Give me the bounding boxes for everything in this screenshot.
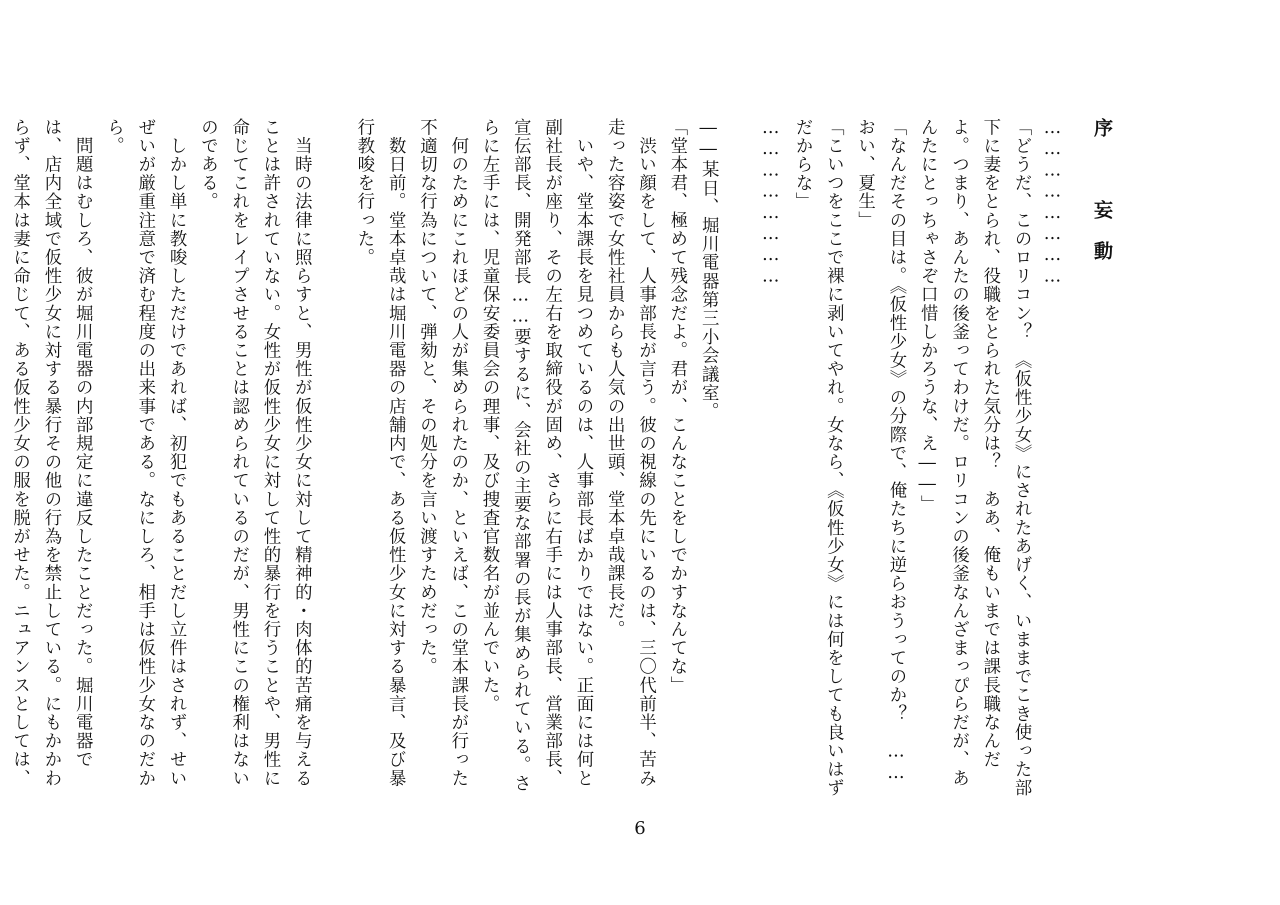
title-space	[1099, 118, 1130, 798]
title-space	[1067, 118, 1098, 798]
paragraph: しかし単に教唆しただけであれば、初犯でもあることだし立件はされず、せいぜいが厳重注意で済む程度の出来事である。なにしろ、相手は仮性少女なのだから。	[103, 118, 187, 788]
paragraph: ……………………	[1042, 118, 1063, 288]
chapter-title: 序 妄動	[1091, 118, 1113, 282]
paragraph: 「どうだ、このロリコン？ 《仮性少女》にされたあげく、いままでこき使った部下に妻をとられ、役職をとられた気分は？ ああ、俺もいまでは課長職なんだよ。つまり、あんたの後釜ってわけだ。ロリコンの後釜なんざまっぴらだが、あんたにとっちゃさぞ口惜しかろうな、え――」	[917, 118, 1032, 798]
page-number: 6	[634, 818, 646, 839]
paragraph: 問題はむしろ、彼が堀川電器の内部規定に違反したことだった。堀川電器では、店内全域で仮性少女に対する暴行その他の行為を禁止している。にもかかわらず、堂本は妻に命じて、ある仮性少女の服を脱がせた。ニュアンスとしては、	[9, 118, 93, 788]
paragraph: 「なんだその目は。《仮性少女》の分際で、俺たちに逆らおうってのか？ ……おい、夏生」	[854, 118, 906, 785]
paragraph: 何のためにこれほどの人が集められたのか、といえば、この堂本課長が行った不適切な行為について、弾劾と、その処分を言い渡すためだった。	[416, 118, 468, 788]
paragraph: 「こいつをここで裸に剥いてやれ。女なら、《仮性少女》には何をしても良いはずだからな」	[792, 118, 844, 798]
paragraph: ……………………	[760, 118, 781, 288]
paragraph: ――某日、堀川電器第三小会議室。	[698, 118, 719, 421]
blank-line	[723, 118, 754, 798]
paragraph: 「堂本君、極めて残念だよ。君が、こんなことをしでかすなんてな」	[666, 118, 687, 695]
paragraph: いや、堂本課長を見つめているのは、人事部長ばかりではない。正面には何と副社長が座り、その左右を取締役が固め、さらに右手には人事部長、営業部長、宣伝部長、開発部長……要するに、会社の主要な部署の長が集められている。さらに左手には、児童保安委員会の理事、及び捜査官数名が並んでいた。	[479, 118, 593, 793]
paragraph: 数日前。堂本卓哉は堀川電器の店舗内で、ある仮性少女に対する暴言、及び暴行教唆を行った。	[353, 118, 406, 788]
paragraph: 渋い顔をして、人事部長が言う。彼の視線の先にいるのは、三〇代前半、苦み走った容姿で女性社員からも人気の出世頭、堂本卓哉課長だ。	[604, 118, 656, 788]
paragraph: 当時の法律に照らすと、男性が仮性少女に対して精神的・肉体的苦痛を与えることは許されていない。女性が仮性少女に対して性的暴行を行うことや、男性に命じてこれをレイプさせることは認められているのだが、男性にこの権利はないのである。	[197, 118, 312, 788]
body-text	[9, 118, 1130, 798]
blank-line	[316, 118, 347, 798]
